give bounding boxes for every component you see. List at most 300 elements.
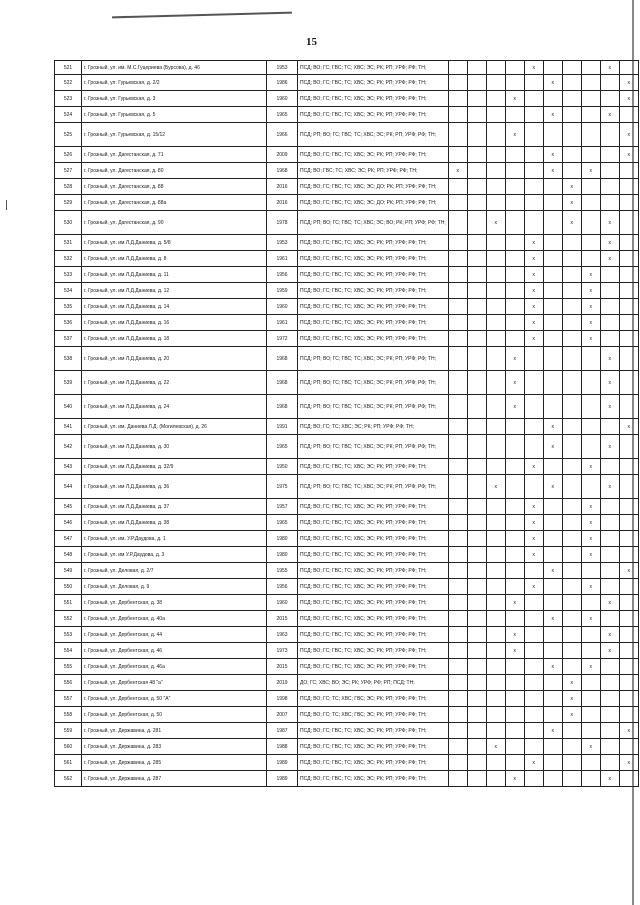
period-mark-cell <box>524 195 543 211</box>
address-cell: г. Грозный, ул. им Л.Д.Даниева, д. 22 <box>82 371 267 395</box>
row-number-cell: 562 <box>55 771 82 787</box>
period-mark-cell <box>486 659 505 675</box>
period-mark-cell <box>448 707 467 723</box>
period-mark-cell <box>581 371 600 395</box>
period-mark-cell <box>467 331 486 347</box>
address-cell: г. Грозный, ул. Деловая, д. 2/7 <box>82 563 267 579</box>
year-cell: 1975 <box>267 475 298 499</box>
period-mark-cell <box>486 515 505 531</box>
table-row <box>55 723 639 739</box>
work-codes-cell: ПСД; РП; ВО; ГС; ГВС; ТС; ХВС; ЭС; ВО; РК; РП; УРФ; РФ; ТН; <box>298 211 449 235</box>
period-mark-cell <box>600 691 619 707</box>
work-codes-cell: ПСД; РП; ВО; ГС; ГВС; ТС; ХВС; ЭС; РК; РП; УРФ; РФ; ТН; <box>298 123 449 147</box>
address-cell: г. Грозный, ул. Державина, д. 281 <box>82 723 267 739</box>
period-mark-cell: x <box>505 627 524 643</box>
period-mark-cell <box>543 531 562 547</box>
row-number-cell: 535 <box>55 299 82 315</box>
period-mark-cell <box>543 547 562 563</box>
period-mark-cell <box>486 267 505 283</box>
table-row <box>55 579 639 595</box>
period-mark-cell <box>600 179 619 195</box>
work-codes-cell: ПСД; ВО; ГС; ГВС; ТС; ХВС; ЭС; РК; РП; УРФ; РФ; ТН; <box>298 595 449 611</box>
period-mark-cell: x <box>619 755 638 771</box>
period-mark-cell <box>505 163 524 179</box>
period-mark-cell <box>562 563 581 579</box>
period-mark-cell: x <box>524 267 543 283</box>
period-mark-cell: x <box>600 627 619 643</box>
work-codes-cell: ПСД; ВО; ГС; ГВС; ТС; ХВС; ЭС; РК; РП; УРФ; РФ; ТН; <box>298 723 449 739</box>
period-mark-cell <box>467 371 486 395</box>
period-mark-cell: x <box>600 251 619 267</box>
table-row <box>55 595 639 611</box>
period-mark-cell <box>448 347 467 371</box>
row-number-cell: 534 <box>55 283 82 299</box>
address-cell: г. Грозный, ул. им Л.Д.Даниева, д. 32/9 <box>82 459 267 475</box>
row-number-cell: 558 <box>55 707 82 723</box>
period-mark-cell: x <box>600 107 619 123</box>
address-cell: г. Грозный, ул. им Л.Д.Даниева, д. 12 <box>82 283 267 299</box>
address-cell: г. Грозный, ул. им Л.Д.Даниева, д. 16 <box>82 315 267 331</box>
year-cell: 1965 <box>267 515 298 531</box>
period-mark-cell <box>524 435 543 459</box>
period-mark-cell: x <box>524 283 543 299</box>
period-mark-cell <box>562 595 581 611</box>
period-mark-cell <box>562 435 581 459</box>
period-mark-cell <box>543 61 562 75</box>
period-mark-cell <box>448 107 467 123</box>
period-mark-cell <box>619 283 638 299</box>
period-mark-cell <box>448 739 467 755</box>
period-mark-cell <box>505 547 524 563</box>
period-mark-cell <box>486 179 505 195</box>
year-cell: 2016 <box>267 179 298 195</box>
period-mark-cell: x <box>543 723 562 739</box>
period-mark-cell <box>448 563 467 579</box>
period-mark-cell <box>581 475 600 499</box>
period-mark-cell <box>448 371 467 395</box>
year-cell: 1991 <box>267 419 298 435</box>
work-codes-cell: ПСД; ВО; ГС; ГВС; ТС; ХВС; ЭС; РК; РП; УРФ; РФ; ТН; <box>298 331 449 347</box>
period-mark-cell <box>619 475 638 499</box>
row-number-cell: 541 <box>55 419 82 435</box>
period-mark-cell <box>467 627 486 643</box>
period-mark-cell <box>524 419 543 435</box>
work-codes-cell: ПСД; ВО; ГВС; ТС; ХВС; ЭС; РК; РП; УРФ; РФ; ТН; <box>298 163 449 179</box>
period-mark-cell <box>486 107 505 123</box>
period-mark-cell <box>543 515 562 531</box>
period-mark-cell <box>486 579 505 595</box>
period-mark-cell <box>486 707 505 723</box>
period-mark-cell <box>448 691 467 707</box>
period-mark-cell <box>448 659 467 675</box>
period-mark-cell: x <box>581 499 600 515</box>
period-mark-cell <box>486 531 505 547</box>
period-mark-cell: x <box>486 211 505 235</box>
period-mark-cell <box>505 531 524 547</box>
row-number-cell: 545 <box>55 499 82 515</box>
row-number-cell: 544 <box>55 475 82 499</box>
period-mark-cell <box>448 395 467 419</box>
period-mark-cell <box>581 91 600 107</box>
period-mark-cell <box>562 643 581 659</box>
period-mark-cell <box>581 723 600 739</box>
period-mark-cell <box>467 91 486 107</box>
period-mark-cell <box>524 611 543 627</box>
row-number-cell: 555 <box>55 659 82 675</box>
period-mark-cell <box>581 179 600 195</box>
period-mark-cell <box>524 643 543 659</box>
table-row <box>55 475 639 499</box>
period-mark-cell <box>467 771 486 787</box>
period-mark-cell <box>467 675 486 691</box>
period-mark-cell <box>448 251 467 267</box>
table-row <box>55 235 639 251</box>
period-mark-cell <box>581 123 600 147</box>
table-row <box>55 515 639 531</box>
period-mark-cell <box>467 643 486 659</box>
period-mark-cell <box>562 499 581 515</box>
registry-table <box>54 60 639 787</box>
period-mark-cell <box>619 435 638 459</box>
table-row <box>55 251 639 267</box>
period-mark-cell <box>467 61 486 75</box>
period-mark-cell <box>467 299 486 315</box>
period-mark-cell <box>505 283 524 299</box>
period-mark-cell: x <box>600 595 619 611</box>
period-mark-cell: x <box>600 475 619 499</box>
work-codes-cell: ПСД; ВО; ГС; ГВС; ТС; ХВС; ЭС; РК; РП; УРФ; РФ; ТН; <box>298 531 449 547</box>
period-mark-cell: x <box>505 123 524 147</box>
period-mark-cell: x <box>524 299 543 315</box>
row-number-cell: 523 <box>55 91 82 107</box>
row-number-cell: 531 <box>55 235 82 251</box>
period-mark-cell <box>619 531 638 547</box>
year-cell: 2015 <box>267 611 298 627</box>
row-number-cell: 526 <box>55 147 82 163</box>
row-number-cell: 550 <box>55 579 82 595</box>
period-mark-cell <box>486 283 505 299</box>
period-mark-cell <box>486 61 505 75</box>
period-mark-cell <box>448 283 467 299</box>
table-row <box>55 675 639 691</box>
address-cell: г. Грозный, ул. Дагестанская, д. 71 <box>82 147 267 163</box>
period-mark-cell <box>543 123 562 147</box>
work-codes-cell: ПСД; ВО; ГС; ГВС; ТС; ХВС; ЭС; РК; РП; УРФ; РФ; ТН; <box>298 283 449 299</box>
period-mark-cell <box>619 331 638 347</box>
period-mark-cell <box>505 107 524 123</box>
period-mark-cell <box>619 251 638 267</box>
period-mark-cell <box>505 499 524 515</box>
period-mark-cell <box>467 235 486 251</box>
period-mark-cell <box>600 707 619 723</box>
period-mark-cell <box>486 771 505 787</box>
period-mark-cell <box>562 147 581 163</box>
address-cell: г. Грозный, ул. им Л.Д.Даниева, д. 24 <box>82 395 267 419</box>
table-row <box>55 691 639 707</box>
address-cell: г. Грозный, ул. Дагестанская, д. 88 <box>82 179 267 195</box>
period-mark-cell: x <box>543 147 562 163</box>
period-mark-cell <box>524 395 543 419</box>
address-cell: г. Грозный, ул. им. Даниева Л.Д. (Могилевская), д. 26 <box>82 419 267 435</box>
period-mark-cell: x <box>581 611 600 627</box>
period-mark-cell: x <box>619 91 638 107</box>
period-mark-cell <box>562 163 581 179</box>
row-number-cell: 527 <box>55 163 82 179</box>
table-row <box>55 331 639 347</box>
table-row <box>55 739 639 755</box>
work-codes-cell: ПСД; ВО; ГС; ГВС; ТС; ХВС; ЭС; РК; РП; УРФ; РФ; ТН; <box>298 251 449 267</box>
period-mark-cell <box>562 659 581 675</box>
period-mark-cell: x <box>524 315 543 331</box>
period-mark-cell <box>448 475 467 499</box>
period-mark-cell <box>543 675 562 691</box>
period-mark-cell <box>448 419 467 435</box>
period-mark-cell <box>562 315 581 331</box>
period-mark-cell <box>486 315 505 331</box>
period-mark-cell <box>619 739 638 755</box>
work-codes-cell: ПСД; ВО; ГС; ГВС; ТС; ХВС; ЭС; РК; РП; УРФ; РФ; ТН; <box>298 643 449 659</box>
period-mark-cell: x <box>581 283 600 299</box>
period-mark-cell <box>448 515 467 531</box>
table-row <box>55 707 639 723</box>
period-mark-cell <box>600 459 619 475</box>
period-mark-cell <box>600 531 619 547</box>
period-mark-cell <box>543 627 562 643</box>
period-mark-cell <box>448 235 467 251</box>
year-cell: 1953 <box>267 61 298 75</box>
work-codes-cell: ПСД; ВО; ГС; ГВС; ТС; ХВС; ЭС; РК; РП; УРФ; РФ; ТН; <box>298 547 449 563</box>
period-mark-cell <box>581 147 600 163</box>
table-row <box>55 419 639 435</box>
period-mark-cell <box>505 195 524 211</box>
period-mark-cell <box>600 419 619 435</box>
address-cell: г. Грозный, ул. им. У.Р.Даудова, д. 1 <box>82 531 267 547</box>
period-mark-cell <box>543 691 562 707</box>
table-row <box>55 755 639 771</box>
period-mark-cell <box>619 163 638 179</box>
work-codes-cell: ПСД; ВО; ГС; ГВС; ТС; ХВС; ЭС; РК; РП; УРФ; РФ; ТН; <box>298 61 449 75</box>
year-cell: 1959 <box>267 283 298 299</box>
period-mark-cell: x <box>505 395 524 419</box>
period-mark-cell: x <box>619 147 638 163</box>
year-cell: 1986 <box>267 75 298 91</box>
period-mark-cell <box>581 435 600 459</box>
period-mark-cell <box>467 515 486 531</box>
work-codes-cell: ПСД; ВО; ГС; ГВС; ТС; ХВС; ЭС; РК; РП; УРФ; РФ; ТН; <box>298 563 449 579</box>
address-cell: г. Грозный, ул. им Л.Д.Даниева, д. 20 <box>82 347 267 371</box>
period-mark-cell <box>600 579 619 595</box>
period-mark-cell <box>600 195 619 211</box>
row-number-cell: 559 <box>55 723 82 739</box>
period-mark-cell <box>467 315 486 331</box>
period-mark-cell <box>524 675 543 691</box>
period-mark-cell <box>619 547 638 563</box>
period-mark-cell <box>467 723 486 739</box>
period-mark-cell <box>448 675 467 691</box>
period-mark-cell <box>619 459 638 475</box>
period-mark-cell <box>562 299 581 315</box>
address-cell: г. Грозный, ул. Дагестанская, д. 90 <box>82 211 267 235</box>
period-mark-cell <box>486 499 505 515</box>
address-cell: г. Грозный, ул. Дербентская, д. 40а <box>82 611 267 627</box>
table-row <box>55 771 639 787</box>
period-mark-cell: x <box>581 579 600 595</box>
year-cell: 1961 <box>267 251 298 267</box>
work-codes-cell: ПСД; ВО; ГС; ГВС; ТС; ХВС; ЭС; РК; РП; УРФ; РФ; ТН; <box>298 579 449 595</box>
period-mark-cell <box>467 123 486 147</box>
period-mark-cell <box>524 627 543 643</box>
row-number-cell: 546 <box>55 515 82 531</box>
period-mark-cell <box>543 771 562 787</box>
period-mark-cell <box>600 91 619 107</box>
period-mark-cell <box>505 723 524 739</box>
row-number-cell: 539 <box>55 371 82 395</box>
period-mark-cell <box>467 579 486 595</box>
period-mark-cell <box>448 547 467 563</box>
period-mark-cell <box>562 251 581 267</box>
period-mark-cell <box>467 563 486 579</box>
period-mark-cell <box>600 675 619 691</box>
period-mark-cell: x <box>543 659 562 675</box>
work-codes-cell: ПСД; ВО; ГС; ГВС; ТС; ХВС; ЭС; РК; РП; УРФ; РФ; ТН; <box>298 147 449 163</box>
period-mark-cell <box>562 61 581 75</box>
row-number-cell: 528 <box>55 179 82 195</box>
period-mark-cell <box>486 123 505 147</box>
work-codes-cell: ПСД; ВО; ГС; ГВС; ТС; ХВС; ЭС; РК; РП; УРФ; РФ; ТН; <box>298 627 449 643</box>
period-mark-cell: x <box>505 371 524 395</box>
year-cell: 1960 <box>267 91 298 107</box>
period-mark-cell <box>581 61 600 75</box>
period-mark-cell <box>486 195 505 211</box>
table-row <box>55 435 639 459</box>
period-mark-cell: x <box>486 475 505 499</box>
period-mark-cell <box>562 723 581 739</box>
row-number-cell: 553 <box>55 627 82 643</box>
period-mark-cell <box>543 283 562 299</box>
period-mark-cell: x <box>524 251 543 267</box>
period-mark-cell <box>543 459 562 475</box>
address-cell: г. Грозный, ул. Гурьевская, д. 5 <box>82 107 267 123</box>
year-cell: 1966 <box>267 123 298 147</box>
work-codes-cell: ПСД; ВО; ГС; ГВС; ТС; ХВС; ЭС; РК; РП; УРФ; РФ; ТН; <box>298 515 449 531</box>
period-mark-cell <box>448 75 467 91</box>
table-row <box>55 627 639 643</box>
period-mark-cell <box>619 267 638 283</box>
period-mark-cell <box>600 283 619 299</box>
period-mark-cell <box>562 515 581 531</box>
period-mark-cell <box>524 691 543 707</box>
period-mark-cell <box>486 163 505 179</box>
period-mark-cell: x <box>562 691 581 707</box>
period-mark-cell <box>619 627 638 643</box>
period-mark-cell <box>448 627 467 643</box>
period-mark-cell <box>562 739 581 755</box>
row-number-cell: 551 <box>55 595 82 611</box>
period-mark-cell: x <box>600 347 619 371</box>
period-mark-cell <box>562 459 581 475</box>
table-row <box>55 211 639 235</box>
table-row <box>55 163 639 179</box>
period-mark-cell <box>486 91 505 107</box>
period-mark-cell <box>562 755 581 771</box>
period-mark-cell <box>581 691 600 707</box>
period-mark-cell: x <box>505 595 524 611</box>
row-number-cell: 560 <box>55 739 82 755</box>
row-number-cell: 556 <box>55 675 82 691</box>
period-mark-cell <box>600 331 619 347</box>
period-mark-cell <box>543 579 562 595</box>
period-mark-cell <box>467 419 486 435</box>
work-codes-cell: ПСД; ВО; ГС; ТС; ХВС; ЭС; РК; РП; УРФ; РФ; ТН; <box>298 419 449 435</box>
address-cell: г. Грозный, ул. им Л.Д.Даниева, д. 38 <box>82 515 267 531</box>
period-mark-cell <box>505 515 524 531</box>
period-mark-cell <box>619 347 638 371</box>
period-mark-cell <box>600 547 619 563</box>
period-mark-cell <box>543 315 562 331</box>
period-mark-cell <box>505 251 524 267</box>
period-mark-cell <box>505 299 524 315</box>
period-mark-cell: x <box>581 267 600 283</box>
work-codes-cell: ПСД; ВО; ГС; ГВС; ТС; ХВС; ЭС; РК; РП; УРФ; РФ; ТН; <box>298 267 449 283</box>
period-mark-cell <box>562 347 581 371</box>
work-codes-cell: ПСД; ВО; ГС; ТС; ХВС; ГВС; ЭС; РК; РП; УРФ; РФ; ТН; <box>298 707 449 723</box>
work-codes-cell: ПСД; ВО; ГС; ГВС; ТС; ХВС; ЭС; РК; РП; УРФ; РФ; ТН; <box>298 771 449 787</box>
period-mark-cell <box>581 195 600 211</box>
period-mark-cell <box>448 91 467 107</box>
address-cell: г. Грозный, ул. Дербентская, д. 50 <box>82 707 267 723</box>
period-mark-cell: x <box>581 299 600 315</box>
period-mark-cell <box>581 107 600 123</box>
work-codes-cell: ПСД; ВО; ГС; ГВС; ТС; ХВС; ЭС; РК; РП; УРФ; РФ; ТН; <box>298 755 449 771</box>
table-row <box>55 659 639 675</box>
period-mark-cell <box>619 499 638 515</box>
period-mark-cell <box>581 643 600 659</box>
period-mark-cell <box>619 643 638 659</box>
year-cell: 2015 <box>267 659 298 675</box>
year-cell: 1973 <box>267 643 298 659</box>
period-mark-cell <box>543 595 562 611</box>
period-mark-cell <box>467 707 486 723</box>
period-mark-cell: x <box>505 347 524 371</box>
year-cell: 1989 <box>267 771 298 787</box>
period-mark-cell <box>562 331 581 347</box>
address-cell: г. Грозный, ул. Дагестанская, д. 80 <box>82 163 267 179</box>
period-mark-cell: x <box>600 395 619 419</box>
period-mark-cell <box>486 331 505 347</box>
year-cell: 2007 <box>267 707 298 723</box>
period-mark-cell <box>524 371 543 395</box>
period-mark-cell: x <box>600 235 619 251</box>
period-mark-cell <box>486 595 505 611</box>
period-mark-cell <box>524 107 543 123</box>
row-number-cell: 542 <box>55 435 82 459</box>
period-mark-cell <box>486 755 505 771</box>
period-mark-cell: x <box>505 91 524 107</box>
period-mark-cell <box>562 75 581 91</box>
work-codes-cell: ПСД; ВО; ГС; ГВС; ТС; ХВС; ЭС; РК; РП; УРФ; РФ; ТН; <box>298 315 449 331</box>
table-row <box>55 195 639 211</box>
period-mark-cell <box>619 211 638 235</box>
period-mark-cell <box>600 723 619 739</box>
table-row <box>55 315 639 331</box>
period-mark-cell <box>543 707 562 723</box>
period-mark-cell <box>505 755 524 771</box>
address-cell: г. Грозный, ул. Дербентская, д. 38 <box>82 595 267 611</box>
row-number-cell: 554 <box>55 643 82 659</box>
work-codes-cell: ДО; ГС; ХВС; ВО; ЭС; РК; УРФ; РФ; РП; ПСД; ТН; <box>298 675 449 691</box>
period-mark-cell <box>505 235 524 251</box>
period-mark-cell: x <box>543 163 562 179</box>
